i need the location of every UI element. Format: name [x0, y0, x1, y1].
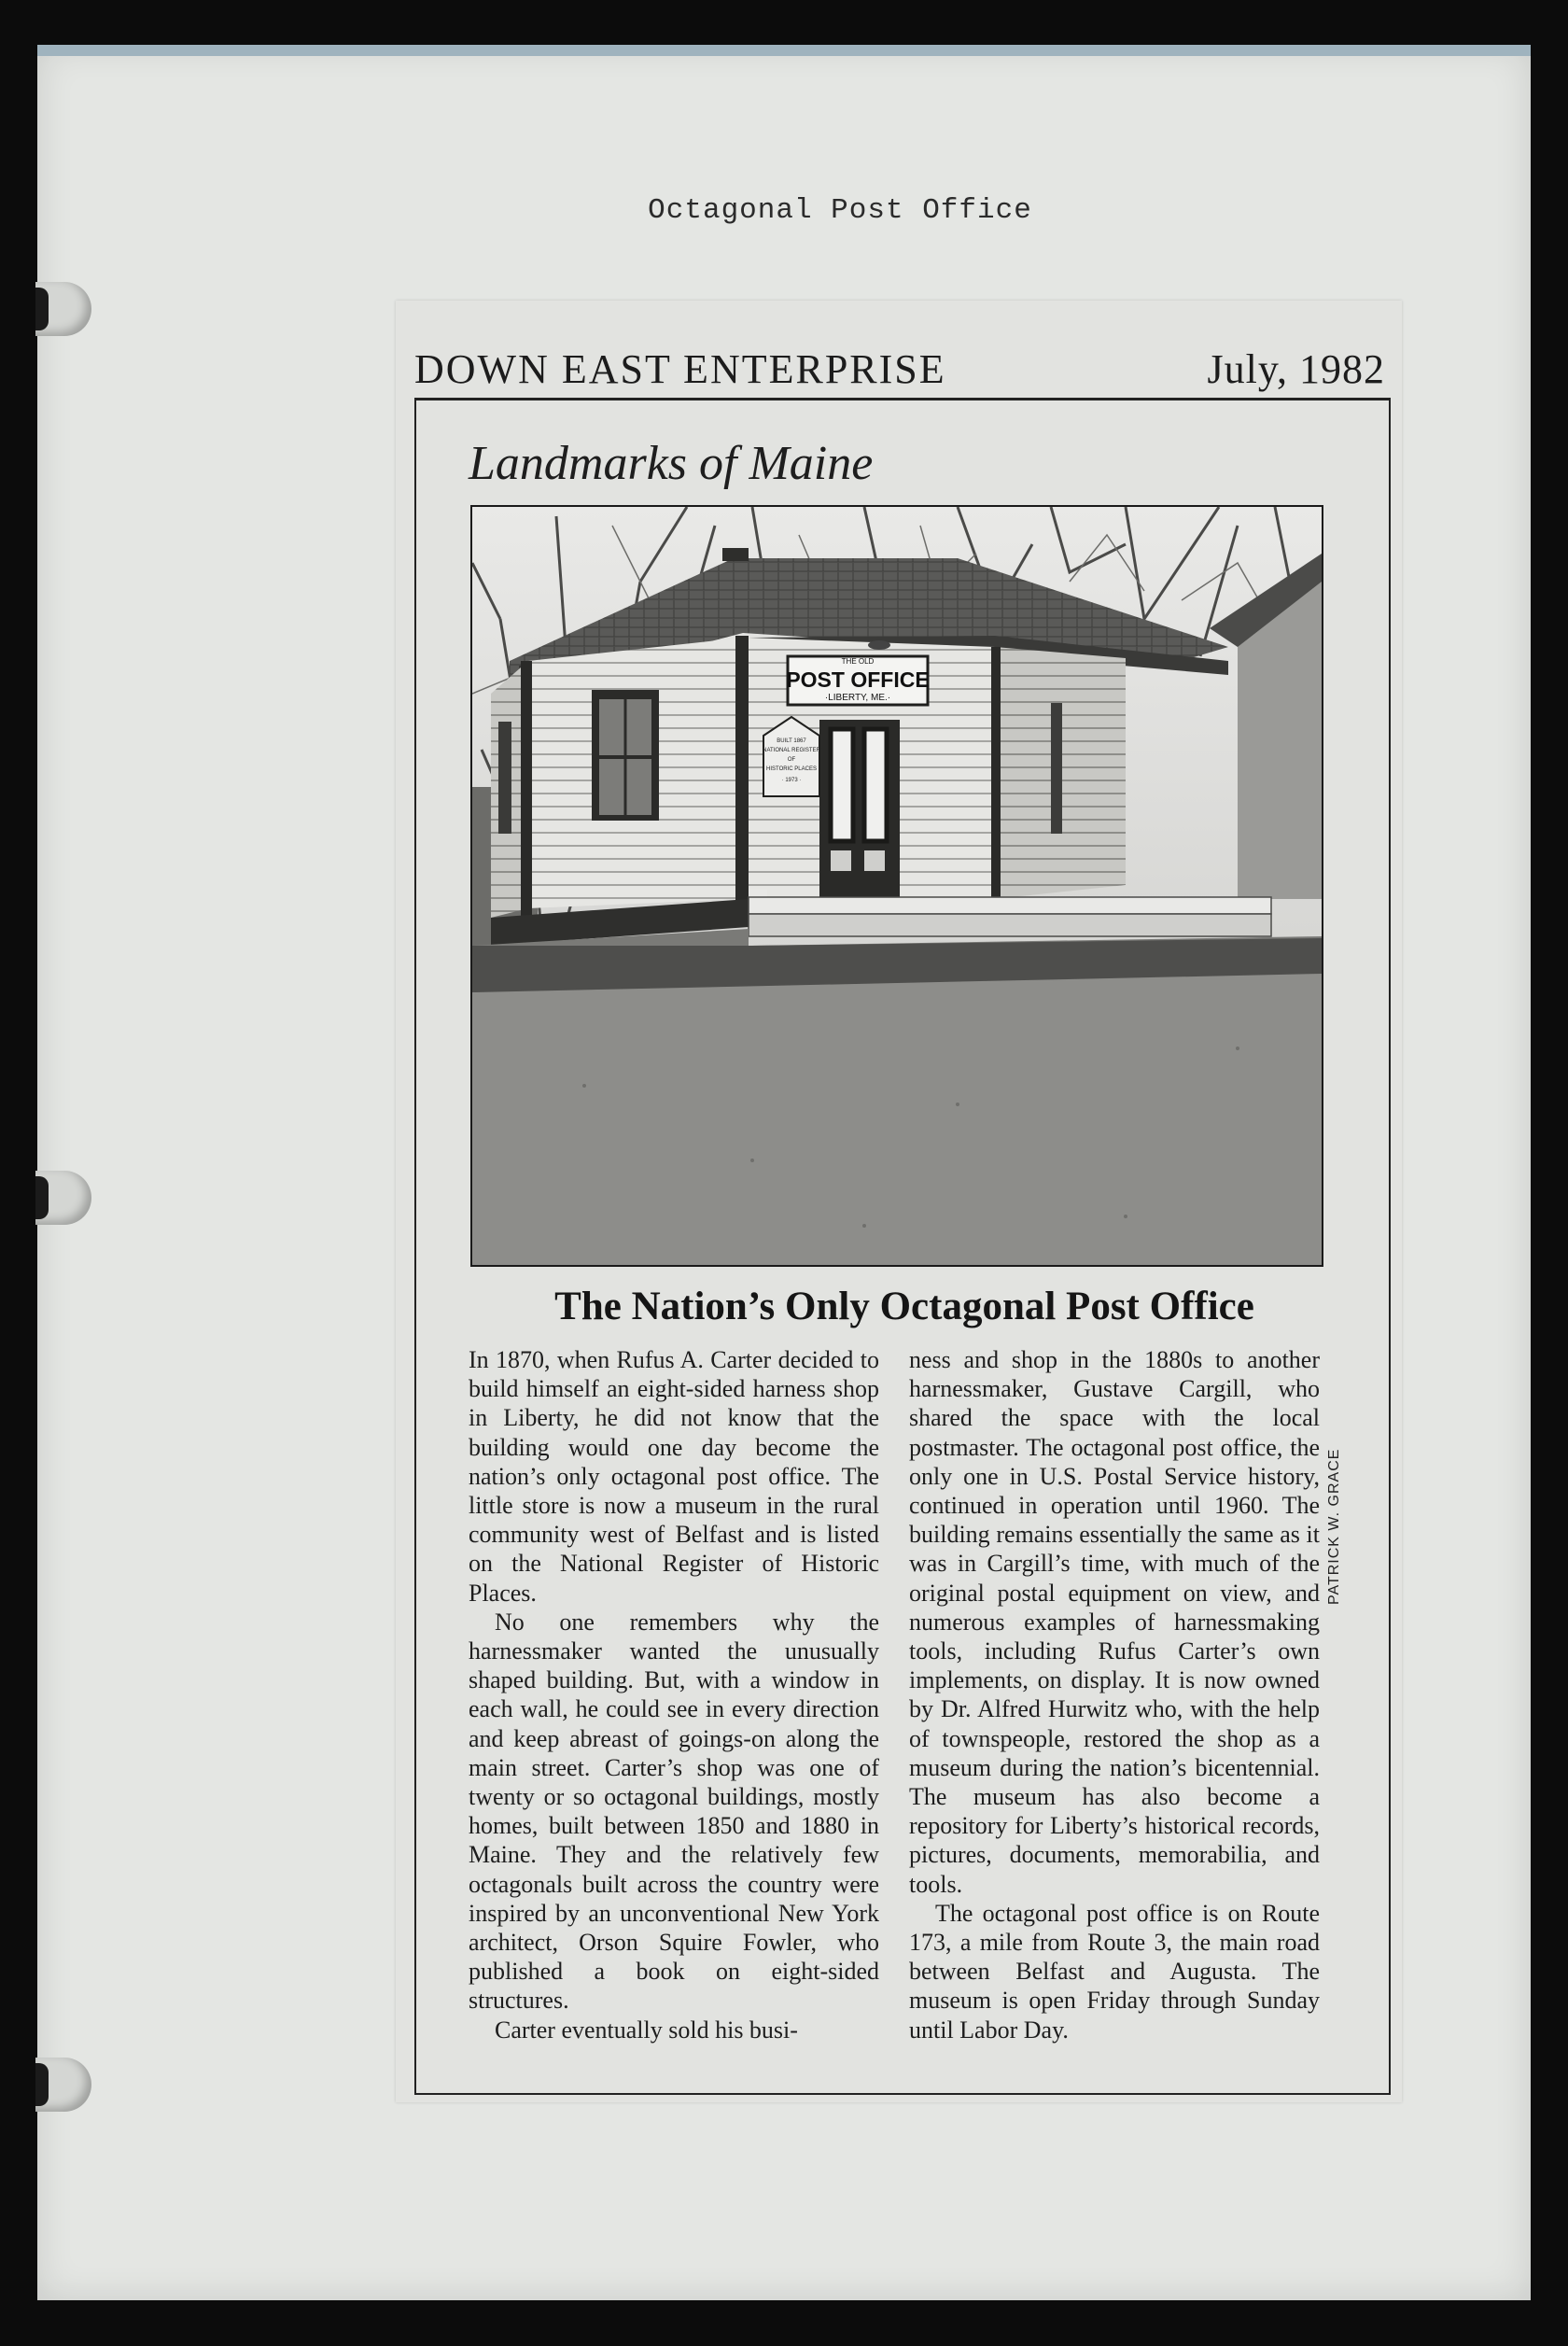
- paragraph: Carter eventually sold his busi-: [495, 2016, 798, 2044]
- binder-ring-bottom: [35, 2058, 91, 2112]
- typed-page-title: Octagonal Post Office: [648, 194, 1032, 227]
- publication-name: DOWN EAST ENTERPRISE: [414, 346, 946, 392]
- plaque-line-2: NATIONAL REGISTER: [763, 748, 820, 753]
- plaque-line-3: OF: [787, 757, 796, 763]
- sign-main-text: POST OFFICE: [786, 667, 930, 692]
- plaque-line-4: HISTORIC PLACES: [766, 766, 817, 772]
- sign-top-text: THE OLD: [841, 657, 875, 666]
- article-column-left: [469, 1345, 879, 2044]
- plaque-line-1: BUILT 1867: [777, 738, 806, 744]
- sign-bottom-text: ·LIBERTY, ME.·: [824, 693, 891, 703]
- article-column-right: [909, 1345, 1320, 2044]
- article-frame: [414, 398, 1391, 2095]
- article-headline: The Nation’s Only Octagonal Post Office: [554, 1285, 1254, 1328]
- paragraph: The octagonal post office is on Route 173, a mile from Route 3, the main road between Belfast and Augusta. The museum is open Friday through Sunday until Labor Day.: [909, 1899, 1320, 2044]
- binder-ring-top: [35, 282, 91, 336]
- paragraph: ness and shop in the 1880s to another harnessmaker, Gustave Cargill, who shared the space with the local postmaster. The octagonal post office, the only one in U.S. Postal Service history, continued in operation until 1960. The building remains essentially the same as it was in Cargill’s time, with much of the original postal equipment on view, and numerous examples of harnessmaking tools, including Rufus Carter’s own implements, on display. It is now owned by Dr. Alfred Hurwitz who, with the help of townspeople, restored the shop as a museum during the nation’s bicentennial. The museum has also become a repository for Liberty’s historical records, pictures, documents, memorabilia, and tools.: [909, 1346, 1320, 1898]
- section-title: Landmarks of Maine: [469, 437, 874, 490]
- binder-ring-middle: [35, 1171, 91, 1225]
- photo-credit: PATRICK W. GRACE: [1326, 1448, 1342, 1605]
- paragraph: No one remembers why the harnessmaker wanted the unusually shaped building. But, with a window in each wall, he could see in every direction and keep abreast of goings-on along the main street. Carter’s shop was one of twenty or so octagonal buildings, mostly homes, built between 1850 and 1880 in Maine. They and the relatively few octagonals built across the country were inspired by an unconventional New York architect, Orson Squire Fowler, who published a book on eight-sided structures.: [469, 1608, 879, 2015]
- page-top-edge: [37, 45, 1531, 56]
- publication-date: July, 1982: [1207, 346, 1385, 392]
- post-office-photo: [470, 505, 1323, 1267]
- paragraph: In 1870, when Rufus A. Carter decided to build himself an eight-sided harness shop in Liberty, he did not know that the building would one day become the nation’s only octagonal post office. The little store is now a museum in the rural community west of Belfast and is listed on the National Register of Historic Places.: [469, 1346, 879, 1607]
- newspaper-clipping: [396, 301, 1402, 2102]
- front-step: [749, 897, 1271, 914]
- plaque-line-5: · 1973 ·: [781, 778, 802, 783]
